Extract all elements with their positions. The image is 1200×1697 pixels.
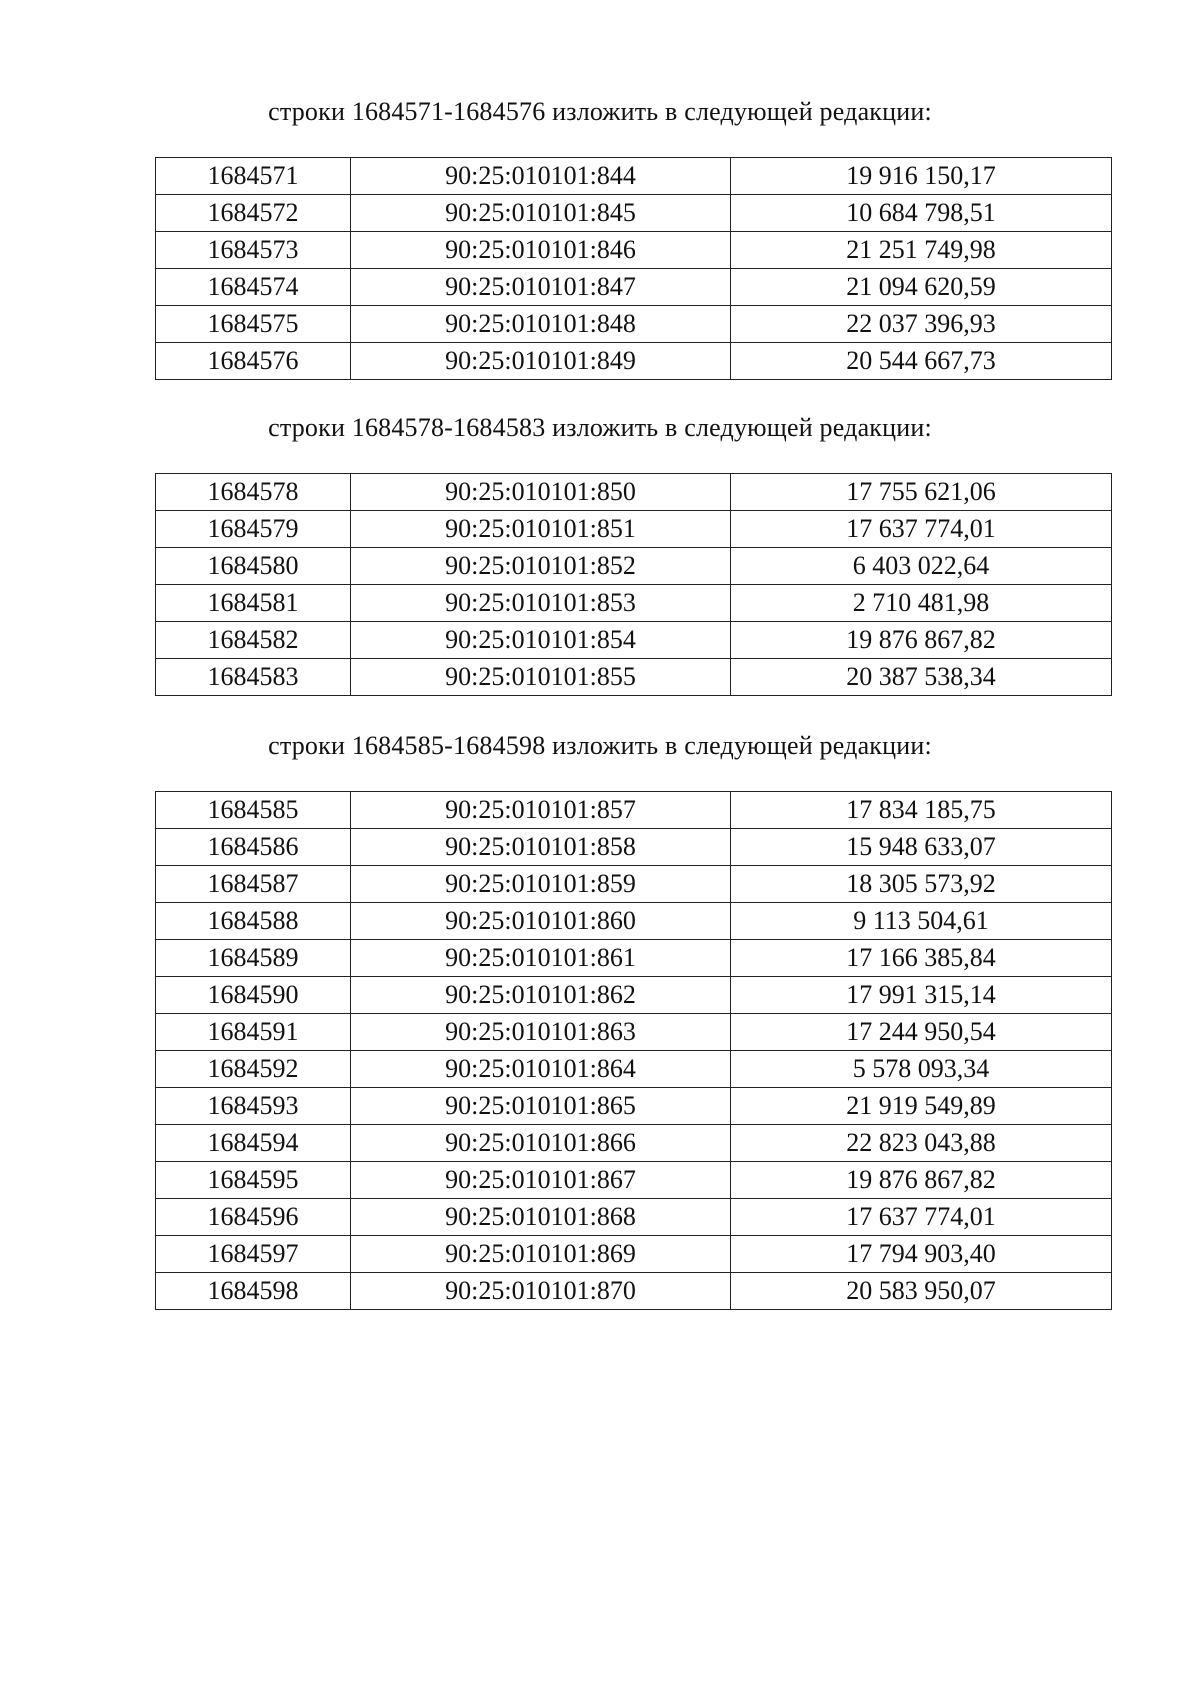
cadastral-number-cell: 90:25:010101:854 <box>351 622 731 659</box>
cadastral-number-cell: 90:25:010101:848 <box>351 306 731 343</box>
cadastral-number-cell: 90:25:010101:865 <box>351 1088 731 1125</box>
data-table <box>155 473 1112 696</box>
table-row <box>156 1236 1112 1273</box>
row-number-cell: 1684576 <box>156 343 351 380</box>
value-cell: 19 916 150,17 <box>731 158 1112 195</box>
data-table <box>155 157 1112 380</box>
cadastral-number-cell: 90:25:010101:849 <box>351 343 731 380</box>
table-row <box>156 792 1112 829</box>
row-number-cell: 1684572 <box>156 195 351 232</box>
table-row <box>156 1014 1112 1051</box>
cadastral-number-cell: 90:25:010101:858 <box>351 829 731 866</box>
table-row <box>156 1273 1112 1310</box>
cadastral-number-cell: 90:25:010101:845 <box>351 195 731 232</box>
table-row <box>156 1125 1112 1162</box>
table-row <box>156 1199 1112 1236</box>
row-number-cell: 1684586 <box>156 829 351 866</box>
row-number-cell: 1684589 <box>156 940 351 977</box>
value-cell: 18 305 573,92 <box>731 866 1112 903</box>
value-cell: 5 578 093,34 <box>731 1051 1112 1088</box>
cadastral-number-cell: 90:25:010101:869 <box>351 1236 731 1273</box>
value-cell: 17 637 774,01 <box>731 511 1112 548</box>
row-number-cell: 1684575 <box>156 306 351 343</box>
value-cell: 17 834 185,75 <box>731 792 1112 829</box>
table-body <box>156 792 1112 1310</box>
row-number-cell: 1684578 <box>156 474 351 511</box>
row-number-cell: 1684583 <box>156 659 351 696</box>
table-row <box>156 903 1112 940</box>
table-row <box>156 232 1112 269</box>
table-row <box>156 548 1112 585</box>
cadastral-number-cell: 90:25:010101:867 <box>351 1162 731 1199</box>
data-table <box>155 791 1112 1310</box>
row-number-cell: 1684595 <box>156 1162 351 1199</box>
value-cell: 17 755 621,06 <box>731 474 1112 511</box>
value-cell: 21 919 549,89 <box>731 1088 1112 1125</box>
cadastral-number-cell: 90:25:010101:862 <box>351 977 731 1014</box>
row-number-cell: 1684598 <box>156 1273 351 1310</box>
table-row <box>156 940 1112 977</box>
value-cell: 6 403 022,64 <box>731 548 1112 585</box>
row-number-cell: 1684596 <box>156 1199 351 1236</box>
row-number-cell: 1684594 <box>156 1125 351 1162</box>
cadastral-number-cell: 90:25:010101:846 <box>351 232 731 269</box>
row-number-cell: 1684592 <box>156 1051 351 1088</box>
value-cell: 17 637 774,01 <box>731 1199 1112 1236</box>
table-row <box>156 866 1112 903</box>
row-number-cell: 1684571 <box>156 158 351 195</box>
table-row <box>156 474 1112 511</box>
table-row <box>156 977 1112 1014</box>
section-heading: строки 1684571-1684576 изложить в следующей редакции: <box>268 97 932 126</box>
cadastral-number-cell: 90:25:010101:847 <box>351 269 731 306</box>
section-heading: строки 1684585-1684598 изложить в следующей редакции: <box>268 731 932 760</box>
row-number-cell: 1684582 <box>156 622 351 659</box>
cadastral-number-cell: 90:25:010101:850 <box>351 474 731 511</box>
cadastral-number-cell: 90:25:010101:861 <box>351 940 731 977</box>
cadastral-number-cell: 90:25:010101:863 <box>351 1014 731 1051</box>
value-cell: 17 794 903,40 <box>731 1236 1112 1273</box>
table-row <box>156 829 1112 866</box>
value-cell: 22 823 043,88 <box>731 1125 1112 1162</box>
cadastral-number-cell: 90:25:010101:864 <box>351 1051 731 1088</box>
value-cell: 20 544 667,73 <box>731 343 1112 380</box>
row-number-cell: 1684590 <box>156 977 351 1014</box>
cadastral-number-cell: 90:25:010101:859 <box>351 866 731 903</box>
value-cell: 17 991 315,14 <box>731 977 1112 1014</box>
table-row <box>156 1051 1112 1088</box>
table-row <box>156 659 1112 696</box>
value-cell: 21 094 620,59 <box>731 269 1112 306</box>
row-number-cell: 1684593 <box>156 1088 351 1125</box>
row-number-cell: 1684591 <box>156 1014 351 1051</box>
cadastral-number-cell: 90:25:010101:860 <box>351 903 731 940</box>
table-row <box>156 158 1112 195</box>
table-row <box>156 511 1112 548</box>
value-cell: 2 710 481,98 <box>731 585 1112 622</box>
table-row <box>156 269 1112 306</box>
table-row <box>156 585 1112 622</box>
table-row <box>156 306 1112 343</box>
table-row <box>156 343 1112 380</box>
row-number-cell: 1684580 <box>156 548 351 585</box>
value-cell: 17 244 950,54 <box>731 1014 1112 1051</box>
table-row <box>156 1162 1112 1199</box>
cadastral-number-cell: 90:25:010101:844 <box>351 158 731 195</box>
value-cell: 20 583 950,07 <box>731 1273 1112 1310</box>
table-body <box>156 474 1112 696</box>
table-row <box>156 1088 1112 1125</box>
section-heading: строки 1684578-1684583 изложить в следующей редакции: <box>268 413 932 442</box>
row-number-cell: 1684588 <box>156 903 351 940</box>
row-number-cell: 1684579 <box>156 511 351 548</box>
cadastral-number-cell: 90:25:010101:851 <box>351 511 731 548</box>
value-cell: 19 876 867,82 <box>731 622 1112 659</box>
cadastral-number-cell: 90:25:010101:868 <box>351 1199 731 1236</box>
table-row <box>156 622 1112 659</box>
cadastral-number-cell: 90:25:010101:870 <box>351 1273 731 1310</box>
value-cell: 9 113 504,61 <box>731 903 1112 940</box>
table-body <box>156 158 1112 380</box>
value-cell: 22 037 396,93 <box>731 306 1112 343</box>
row-number-cell: 1684585 <box>156 792 351 829</box>
cadastral-number-cell: 90:25:010101:853 <box>351 585 731 622</box>
value-cell: 20 387 538,34 <box>731 659 1112 696</box>
cadastral-number-cell: 90:25:010101:855 <box>351 659 731 696</box>
value-cell: 17 166 385,84 <box>731 940 1112 977</box>
value-cell: 15 948 633,07 <box>731 829 1112 866</box>
value-cell: 19 876 867,82 <box>731 1162 1112 1199</box>
table-row <box>156 195 1112 232</box>
row-number-cell: 1684587 <box>156 866 351 903</box>
cadastral-number-cell: 90:25:010101:857 <box>351 792 731 829</box>
row-number-cell: 1684581 <box>156 585 351 622</box>
row-number-cell: 1684574 <box>156 269 351 306</box>
value-cell: 21 251 749,98 <box>731 232 1112 269</box>
cadastral-number-cell: 90:25:010101:866 <box>351 1125 731 1162</box>
value-cell: 10 684 798,51 <box>731 195 1112 232</box>
cadastral-number-cell: 90:25:010101:852 <box>351 548 731 585</box>
row-number-cell: 1684573 <box>156 232 351 269</box>
row-number-cell: 1684597 <box>156 1236 351 1273</box>
